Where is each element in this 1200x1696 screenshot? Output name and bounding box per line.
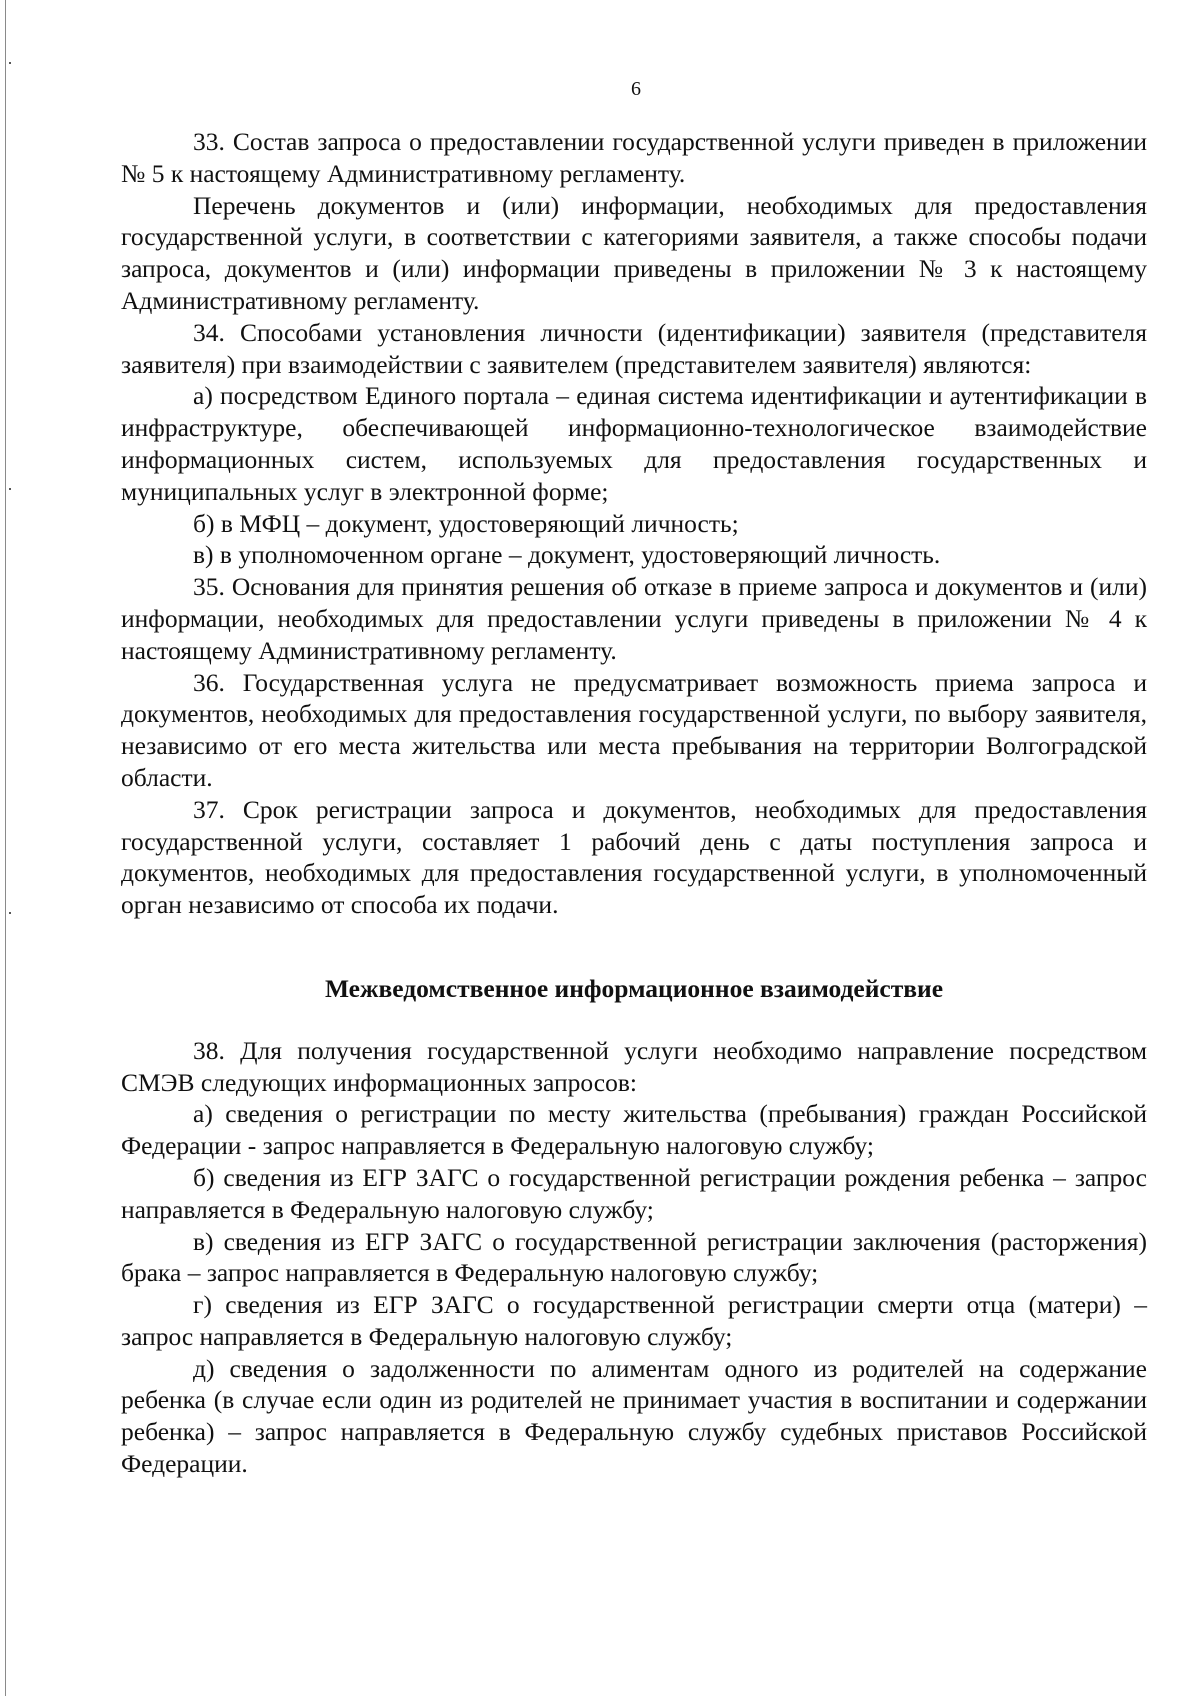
- paragraph-37: 37. Срок регистрации запроса и документов, необходимых для предоставления государственной услуги, составляет 1 рабочий день с даты поступления запроса и документов, необходимых для предоставления государственной услуги, в уполномоченный орган независимо от способа их подачи.: [121, 794, 1147, 920]
- scan-speck: [9, 62, 11, 64]
- paragraph-34-a: а) посредством Единого портала – единая система идентификации и аутентификации в инфраструктуре, обеспечивающей информационно-технологическое взаимодействие информационных систем, используемых для предоставления государственных и муниципальных услуг в электронной форме;: [121, 381, 1147, 506]
- paragraph-38-g: г) сведения из ЕГР ЗАГС о государственной регистрации смерти отца (матери) – запрос направляется в Федеральную налоговую службу;: [121, 1290, 1147, 1351]
- document-body: [121, 126, 1147, 1480]
- scan-speck: [9, 488, 11, 490]
- paragraph-35: 35. Основания для принятия решения об отказе в приеме запроса и документов и (или) информации, необходимых для предоставлении услуги приведены в приложении № 4 к настоящему Административному регламенту.: [121, 572, 1147, 665]
- paragraph-documents-list: Перечень документов и (или) информации, необходимых для предоставления государственной услуги, в соответствии с категориями заявителя, а также способы подачи запроса, документов и (или) информации приведены в приложении № 3 к настоящему Административному регламенту.: [121, 190, 1147, 315]
- paragraph-38-d: д) сведения о задолженности по алиментам одного из родителей на содержание ребенка (в случае если один из родителей не принимает участия в воспитании и содержании ребенка) – запрос направляется в Федеральную службу судебных приставов Российской Федерации.: [121, 1353, 1147, 1479]
- paragraph-38-a: а) сведения о регистрации по месту жительства (пребывания) граждан Российской Федерации - запрос направляется в Федеральную налоговую службу;: [121, 1099, 1147, 1161]
- scan-edge-line: [5, 0, 6, 1696]
- paragraph-38-v: в) сведения из ЕГР ЗАГС о государственной регистрации заключения (расторжения) брака – запрос направляется в Федеральную налоговую службу;: [121, 1226, 1147, 1288]
- scan-speck: [9, 912, 11, 914]
- paragraph-34-v: в) в уполномоченном органе – документ, удостоверяющий личность.: [193, 540, 941, 570]
- paragraph-38: 38. Для получения государственной услуги необходимо направление посредством СМЭВ следующих информационных запросов:: [121, 1035, 1147, 1097]
- paragraph-38-b: б) сведения из ЕГР ЗАГС о государственной регистрации рождения ребенка – запрос направляется в Федеральную налоговую службу;: [121, 1162, 1147, 1224]
- paragraph-34-b: б) в МФЦ – документ, удостоверяющий личность;: [193, 508, 739, 538]
- paragraph-33: 33. Состав запроса о предоставлении государственной услуги приведен в приложении № 5 к настоящему Административному регламенту.: [121, 127, 1147, 188]
- paragraph-34: 34. Способами установления личности (идентификации) заявителя (представителя заявителя) при взаимодействии с заявителем (представителем заявителя) являются:: [121, 317, 1147, 379]
- section-spacer: [121, 921, 1147, 973]
- paragraph-36: 36. Государственная услуга не предусматривает возможность приема запроса и документов, необходимых для предоставления государственной услуги, по выбору заявителя, независимо от его места жительства или места пребывания на территории Волгоградской области.: [121, 667, 1147, 792]
- page-number: 6: [631, 78, 641, 100]
- section-heading: Межведомственное информационное взаимодействие: [324, 973, 944, 1003]
